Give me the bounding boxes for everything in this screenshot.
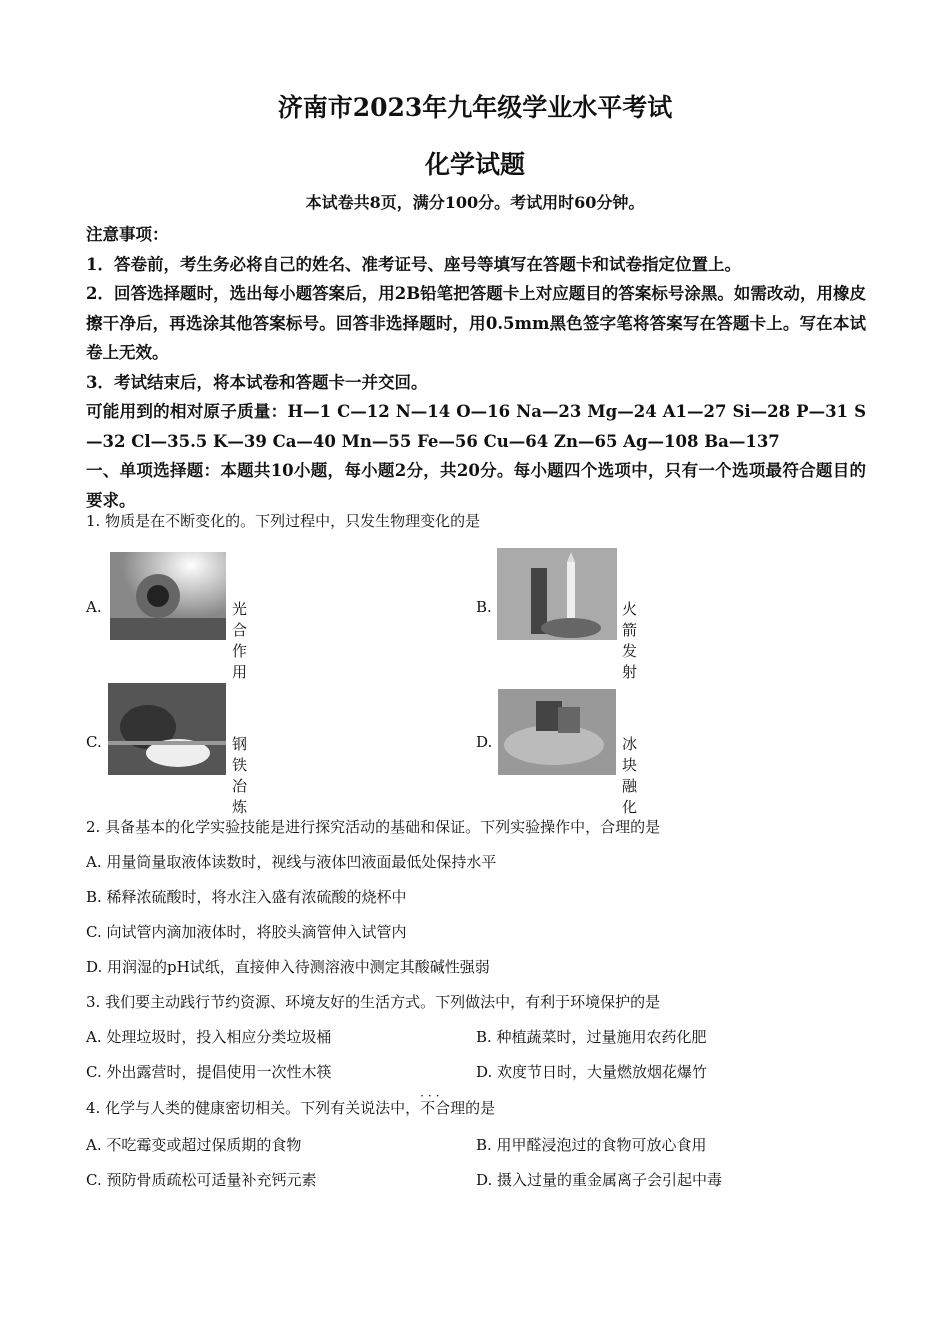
q3-option-c: C. 外出露营时，提倡使用一次性木筷 [86, 1063, 332, 1081]
q1-stem: 1. 物质是在不断变化的。下列过程中，只发生物理变化的是 [86, 512, 481, 530]
rocket-launch-photo [497, 548, 617, 640]
q1-option-b-letter: B. [476, 598, 492, 616]
notes-block [86, 220, 866, 515]
q2-stem: 2. 具备基本的化学实验技能是进行探究活动的基础和保证。下列实验操作中，合理的是 [86, 818, 661, 836]
notes-item-3: 3．考试结束后，将本试卷和答题卡一并交回。 [86, 372, 428, 392]
q1-option-d-caption: 冰块融化 [622, 735, 638, 816]
q1-option-c-caption: 钢铁冶炼 [232, 735, 248, 816]
q1-option-b-caption: 火箭发射 [622, 600, 638, 681]
q2-option-c: C. 向试管内滴加液体时，将胶头滴管伸入试管内 [86, 923, 407, 941]
q2-option-b: B. 稀释浓硫酸时，将水注入盛有浓硫酸的烧杯中 [86, 888, 407, 906]
exam-info: 本试卷共8页，满分100分。考试用时60分钟。 [305, 193, 645, 212]
q1-option-c-letter: C. [86, 733, 102, 751]
steel-smelting-photo [108, 683, 226, 775]
q1-option-d-letter: D. [476, 733, 493, 751]
notes-heading: 注意事项： [86, 225, 169, 244]
q4-option-a: A. 不吃霉变或超过保质期的食物 [86, 1136, 302, 1154]
notes-item-2: 2．回答选择题时，选出每小题答案后，用2B铅笔把答题卡上对应题目的答案标号涂黑。如需改动，用橡皮擦干净后，再选涂其他答案标号。回答非选择题时，用0.5mm黑色签字笔将答案写在答题卡上。写在本试卷上无效。 [86, 284, 866, 362]
q4-option-d: D. 摄入过量的重金属离子会引起中毒 [476, 1171, 723, 1189]
q4-stem-emph-text: 不合理 [420, 1099, 466, 1117]
q4-stem-after: 的是 [465, 1099, 496, 1117]
q1-option-a-letter: A. [86, 598, 102, 616]
section-heading: 一、单项选择题：本题共10小题，每小题2分，共20分。每小题四个选项中，只有一个选项最符合题目的要求。 [86, 461, 866, 510]
exam-title: 济南市2023年九年级学业水平考试 [277, 93, 673, 122]
q2-option-d: D. 用润湿的pH试纸，直接伸入待测溶液中测定其酸碱性强弱 [86, 958, 490, 976]
q3-stem: 3. 我们要主动践行节约资源、环境友好的生活方式。下列做法中，有利于环境保护的是 [86, 993, 661, 1011]
sunflower-photo [110, 552, 226, 640]
q4-option-b: B. 用甲醛浸泡过的食物可放心食用 [476, 1136, 707, 1154]
q3-option-d: D. 欢度节日时，大量燃放烟花爆竹 [476, 1063, 708, 1081]
exam-subtitle: 化学试题 [424, 150, 525, 179]
q4-stem-before: 4. 化学与人类的健康密切相关。下列有关说法中， [86, 1099, 421, 1117]
q4-option-c: C. 预防骨质疏松可适量补充钙元素 [86, 1171, 317, 1189]
atomic-mass-line: 可能用到的相对原子质量：H—1 C—12 N—14 O—16 Na—23 Mg—24 A1—27 Si—28 P—31 S—32 Cl—35.5 K—39 Ca—40 Mn—55 Fe—56 Cu—64 Zn—65 Ag—108 Ba—137 [86, 402, 866, 451]
notes-item-1: 1．答卷前，考生务必将自己的姓名、准考证号、座号等填写在答题卡和试卷指定位置上。 [86, 254, 741, 274]
q4-stem-emphasis [420, 1089, 466, 1118]
q1-option-a-caption: 光合作用 [232, 600, 248, 681]
emphasis-dots: ··· [420, 1089, 444, 1103]
q4-stem [86, 1089, 496, 1118]
q3-option-b: B. 种植蔬菜时，过量施用农药化肥 [476, 1028, 707, 1046]
q3-option-a: A. 处理垃圾时，投入相应分类垃圾桶 [86, 1028, 332, 1046]
q2-option-a: A. 用量筒量取液体读数时，视线与液体凹液面最低处保持水平 [86, 853, 497, 871]
ice-melting-photo [498, 689, 616, 775]
